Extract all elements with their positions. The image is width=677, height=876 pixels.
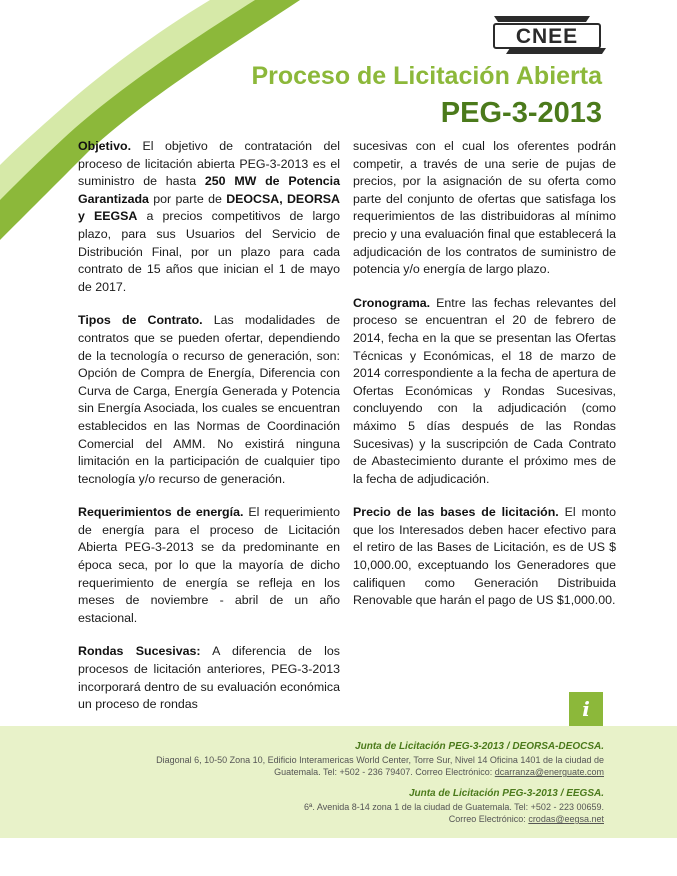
- requerimientos-heading: Requerimientos de energía.: [78, 505, 244, 520]
- precio-section: [353, 504, 616, 610]
- cronograma-heading: Cronograma.: [353, 295, 431, 310]
- contact-phone-deorsa: [156, 766, 604, 778]
- right-column: [353, 138, 616, 626]
- contact-address-deorsa: Diagonal 6, 10-50 Zona 10, Edificio Interamericas World Center, Torre Sur, Nivel 14 Oficina 1401 de la ciudad de: [156, 755, 604, 765]
- cnee-logo: [490, 8, 610, 56]
- contact-email-label: Correo Electrónico:: [448, 814, 529, 824]
- objetivo-bold-2: DEOCSA, DEORSA y EEGSA: [78, 191, 340, 224]
- contact-email-line-eegsa: [304, 813, 604, 825]
- objetivo-heading: Objetivo.: [78, 139, 132, 153]
- info-icon: i: [569, 692, 603, 726]
- requerimientos-section: [78, 504, 340, 627]
- email-link-deorsa[interactable]: dcarranza@energuate.com: [494, 767, 604, 777]
- precio-body: El monto que los Interesados deben hacer efectivo para el retiro de las Bases de Licitación, es de US $ 10,000.00, exceptuando los Generadores que califiquen como Generación Distribuida Renovable que harán el pago de US $1,000.00.: [353, 505, 616, 608]
- contact-phone-text: Guatemala. Tel: +502 - 236 79407. Correo Electrónico:: [274, 767, 495, 777]
- contact-address-eegsa: 6ª. Avenida 8-14 zona 1 de la ciudad de Guatemala. Tel: +502 - 223 00659.: [304, 802, 604, 812]
- process-code: PEG-3-2013: [440, 97, 602, 129]
- page-title: Proceso de Licitación Abierta: [251, 62, 602, 90]
- objetivo-section: [78, 138, 340, 296]
- contact-block-deorsa: [156, 740, 604, 778]
- objetivo-text-2: por parte de: [148, 191, 227, 206]
- logo-text: CNEE: [515, 25, 579, 48]
- contact-heading-eegsa: Junta de Licitación PEG-3-2013 / EEGSA.: [408, 788, 604, 799]
- left-column: [78, 138, 340, 730]
- rondas-section: [78, 643, 340, 713]
- contact-block-eegsa: [304, 787, 604, 825]
- cronograma-body: Entre las fechas relevantes del proceso se encuentran el 20 de febrero de 2014, fecha en la que se presentan las Ofertas Técnicas y Económicas, el 18 de marzo de 2014 correspondiente a la fecha de apertura de Ofertas Económicas y Rondas Sucesivas, concluyendo con la adjudicación (como máximo 5 días después de las Rondas Sucesivas) y la suscripción de Cada Contrato de Abastecimiento durante el próximo mes de la fecha de adjudicación.: [353, 295, 616, 486]
- tipos-section: [78, 312, 340, 488]
- rondas-body: A diferencia de los procesos de licitación anteriores, PEG-3-2013 incorporará dentro de su evaluación económica un proceso de rondas: [78, 644, 340, 712]
- cronograma-section: [353, 295, 616, 489]
- tipos-body: Las modalidades de contratos que se pueden ofertar, dependiendo de la tecnología o recurso de generación, son: Opción de Compra de Energía, Diferencia con Curva de Carga, Energía Generada y Potencia sin Energía Asociada, los cuales se encuentran establecidos en las Normas de Coordinación Comercial del AMM. No existirá ninguna limitación en la participación de cualquier tipo tecnología y/o recurso de generación.: [78, 313, 340, 486]
- precio-heading: Precio de las bases de licitación.: [353, 505, 559, 520]
- tipos-heading: Tipos de Contrato.: [78, 313, 203, 328]
- contact-heading-deorsa: Junta de Licitación PEG-3-2013 / DEORSA-DEOCSA.: [355, 741, 604, 752]
- email-link-eegsa[interactable]: crodas@eegsa.net: [528, 814, 604, 824]
- rondas-continuation: sucesivas con el cual los oferentes podrán competir, a través de una serie de pujas de precios, por la asignación de su oferta como parte del conjunto de ofertas que satisfaga los requerimientos de las distribuidoras al mínimo precio y una evaluación final que establecerá la adjudicación de los contratos de suministro de potencia y/o energía de largo plazo.: [353, 139, 616, 277]
- objetivo-bold-1: 250 MW de Potencia Garantizada: [78, 174, 340, 206]
- objetivo-text-1: El objetivo de contratación del proceso de licitación abierta PEG-3-2013 es el suministro de hasta: [78, 139, 340, 189]
- requerimientos-body: El requerimiento de energía para el proceso de Licitación Abierta PEG-3-2013 se da predominante en época seca, por lo que la mayoría de dicho requerimiento de energía se refleja en los meses de noviembre - abril de un año estacional.: [78, 505, 340, 625]
- rondas-heading: Rondas Sucesivas:: [78, 644, 201, 659]
- objetivo-text-3: a precios competitivos de largo plazo, para sus Usuarios del Servicio de Distribución Final, por un plazo para cada contrato de 15 años que inician el 1 de mayo de 2017.: [78, 209, 340, 294]
